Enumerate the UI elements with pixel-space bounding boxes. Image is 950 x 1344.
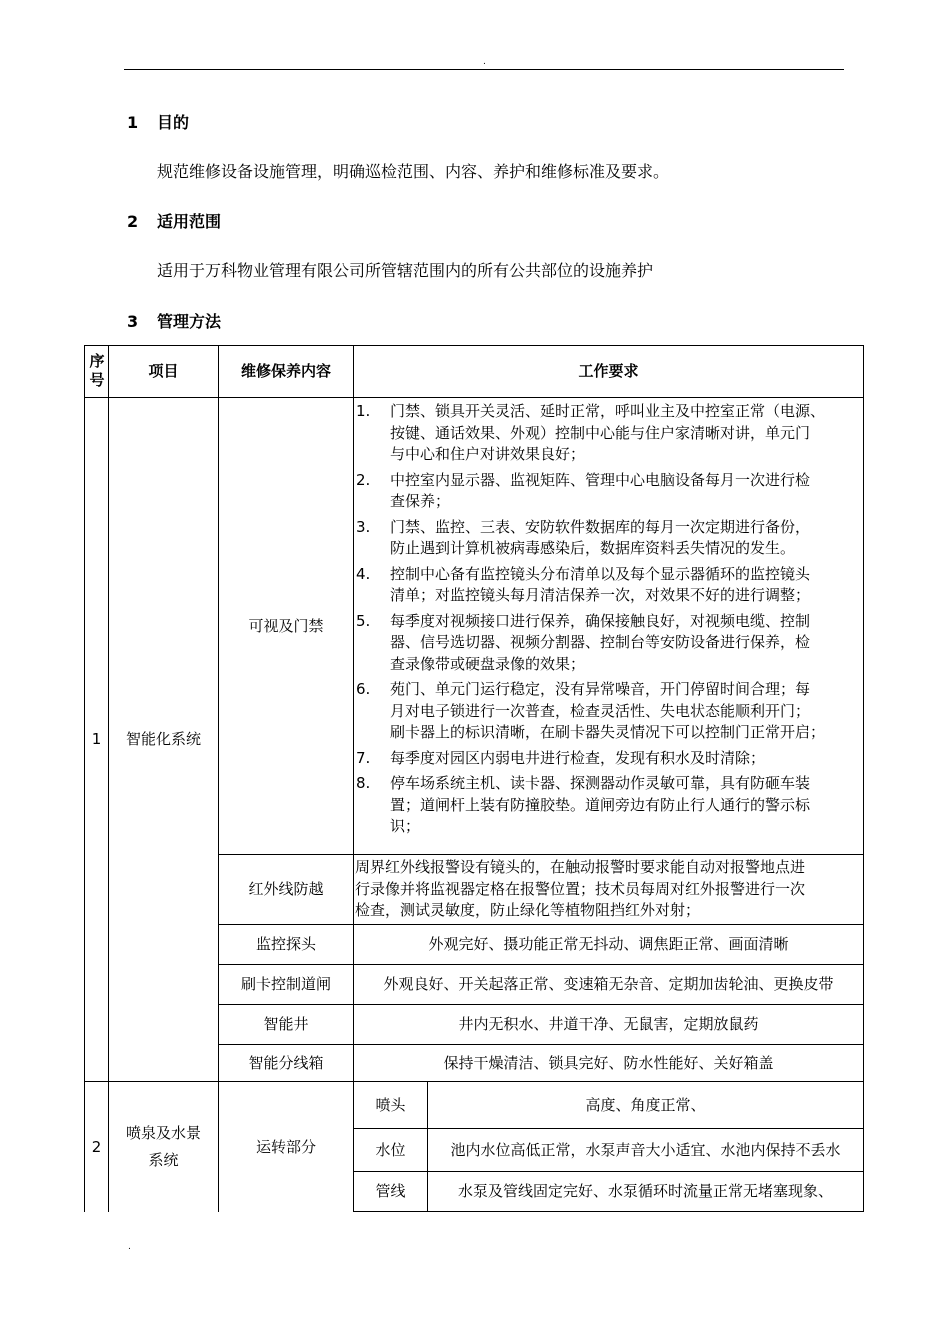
camera-requirement: 外观完好、摄功能正常无抖动、调焦距正常、画面清晰 <box>428 935 789 953</box>
header-seq: 序号 <box>89 352 105 389</box>
row-1-project: 智能化系统 <box>125 730 201 748</box>
sub-pipeline: 管线 <box>375 1182 406 1200</box>
section-2-number: 2 <box>127 212 139 231</box>
item-running-parts: 运转部分 <box>255 1137 316 1156</box>
section-3-number: 3 <box>127 312 139 331</box>
section-1-heading <box>127 113 189 133</box>
header-project: 项目 <box>148 361 179 380</box>
section-2-title: 适用范围 <box>157 212 222 231</box>
smart-well-requirement: 井内无积水、井道干净、无鼠害，定期放鼠药 <box>458 1015 759 1033</box>
sub-nozzle: 喷头 <box>375 1095 406 1114</box>
header-content: 维修保养内容 <box>240 361 331 380</box>
list-item: 5. 每季度对视频接口进行保养，确保接触良好，对视频电缆、控制 器、信号选切器、视频分割器、控制台等安防设备进行保养，检 查录像带或硬盘录像的效果； <box>356 611 811 673</box>
distribution-box-requirement: 保持干燥清洁、锁具完好、防水性能好、关好箱盖 <box>443 1053 774 1072</box>
footer-mark: . <box>128 1242 131 1252</box>
water-level-requirement: 池内水位高低正常，水泵声音大小适宜、水池内保持不丢水 <box>450 1140 841 1159</box>
section-1-number: 1 <box>127 113 139 132</box>
list-item: 1. 门禁、锁具开关灵活、延时正常，呼叫业主及中控室正常（电源、 按键、通话效果、外观）控制中心能与住户家清晰对讲，单元门 与中心和住户对讲效果良好； <box>356 402 826 463</box>
infrared-requirement: 周界红外线报警设有镜头的，在触动报警时要求能自动对报警地点进 行录像并将监视器定格在报警位置；技术员每周对红外报警进行一次 检查，测试灵敏度，防止绿化等植物阻挡红外对射； <box>355 858 806 919</box>
section-2-body: 适用于万科物业管理有限公司所管辖范围内的所有公共部位的设施养护 <box>157 261 654 280</box>
nozzle-requirement: 高度、角度正常、 <box>585 1095 706 1114</box>
item-infrared: 红外线防越 <box>248 880 324 898</box>
row-1-seq: 1 <box>91 730 102 748</box>
section-1-body: 规范维修设备设施管理，明确巡检范围、内容、养护和维修标准及要求。 <box>157 162 670 181</box>
list-item: 3. 门禁、监控、三表、安防软件数据库的每月一次定期进行备份， 防止遇到计算机被病毒感染后，数据库资料丢失情况的发生。 <box>356 517 811 557</box>
list-item: 2. 中控室内显示器、监视矩阵、管理中心电脑设备每月一次进行检 查保养； <box>356 470 811 510</box>
list-item: 8. 停车场系统主机、读卡器、探测器动作灵敏可靠，具有防砸车装 置；道闸杆上装有防撞胶垫。道闸旁边有防止行人通行的警示标 识； <box>356 774 811 835</box>
section-2-heading <box>127 212 221 232</box>
item-smart-well: 智能井 <box>263 1015 309 1033</box>
maintenance-table <box>84 345 864 1212</box>
list-item: 4. 控制中心备有监控镜头分布清单以及每个显示器循环的监控镜头 清单；对监控镜头每月清洁保养一次，对效果不好的进行调整； <box>356 564 811 604</box>
pipeline-requirement: 水泵及管线固定完好、水泵循环时流量正常无堵塞现象、 <box>457 1182 833 1200</box>
item-access-control: 可视及门禁 <box>248 616 324 635</box>
header-requirement: 工作要求 <box>578 361 639 380</box>
header-mark: . <box>483 57 486 67</box>
section-1-title: 目的 <box>157 113 190 132</box>
section-3-heading <box>127 312 221 332</box>
list-item: 6. 苑门、单元门运行稳定，没有异常噪音，开门停留时间合理；每 月对电子锁进行一次普查，检查灵活性、失电状态能顺利开门； 刷卡器上的标识清晰，在刷卡器失灵情况下可以控制门正常开启； <box>356 680 826 741</box>
item-distribution-box: 智能分线箱 <box>248 1053 324 1072</box>
section-3-title: 管理方法 <box>157 312 222 331</box>
row-2-project: 喷泉及水景系统 <box>125 1124 201 1169</box>
row-2-seq: 2 <box>91 1137 102 1156</box>
item-barrier-gate: 刷卡控制道闸 <box>240 975 331 993</box>
item-camera: 监控探头 <box>255 935 316 953</box>
access-control-requirements <box>356 401 864 842</box>
sub-water-level: 水位 <box>375 1140 406 1159</box>
header-rule <box>124 69 844 70</box>
barrier-gate-requirement: 外观良好、开关起落正常、变速箱无杂音、定期加齿轮油、更换皮带 <box>383 975 834 993</box>
list-item: 7. 每季度对园区内弱电井进行检查，发现有积水及时清除； <box>356 748 766 767</box>
